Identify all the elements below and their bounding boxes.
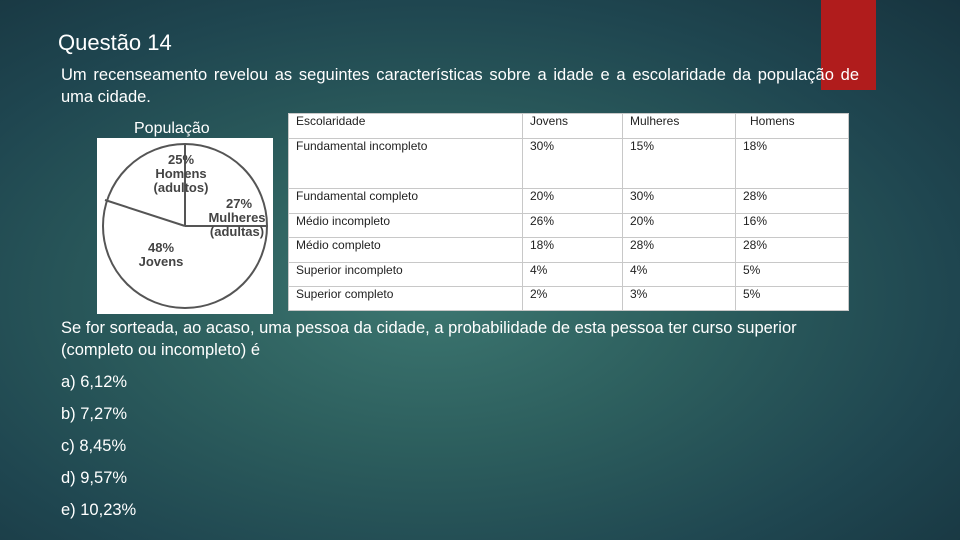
intro-text: Um recenseamento revelou as seguintes características sobre a idade e a escolaridade da população de uma cidade. xyxy=(61,66,859,106)
pie-chart-svg xyxy=(97,138,273,314)
cell-homens: 16% xyxy=(736,214,849,238)
answer-options xyxy=(61,372,136,532)
table-row xyxy=(289,263,849,287)
row-label: Médio incompleto xyxy=(289,214,523,238)
cell-homens: 5% xyxy=(736,263,849,287)
slice-homens-label: Homens xyxy=(155,166,207,181)
table-header-row xyxy=(289,114,849,139)
table-row xyxy=(289,238,849,263)
slice-jovens-percent: 48% xyxy=(147,240,175,255)
slice-jovens-label: Jovens xyxy=(138,254,184,269)
slice-mulheres-label: Mulheres xyxy=(208,210,266,225)
cell-mulheres: 28% xyxy=(623,238,736,263)
cell-mulheres: 20% xyxy=(623,214,736,238)
row-label: Médio completo xyxy=(289,238,523,263)
cell-jovens: 26% xyxy=(523,214,623,238)
row-label: Fundamental completo xyxy=(289,189,523,214)
option-d[interactable]: d) 9,57% xyxy=(61,469,128,487)
cell-homens: 5% xyxy=(736,287,849,311)
cell-jovens: 4% xyxy=(523,263,623,287)
education-table xyxy=(288,113,849,311)
cell-mulheres: 4% xyxy=(623,263,736,287)
cell-jovens: 2% xyxy=(523,287,623,311)
cell-jovens: 30% xyxy=(523,139,623,189)
slice-homens-percent: 25% xyxy=(167,152,195,167)
table-row xyxy=(289,214,849,238)
table-row xyxy=(289,139,849,189)
cell-mulheres: 15% xyxy=(623,139,736,189)
row-label: Fundamental incompleto xyxy=(289,139,523,189)
question-text: Se for sorteada, ao acaso, uma pessoa da cidade, a probabilidade de esta pessoa ter curso superior (completo ou incompleto) é xyxy=(61,319,797,359)
row-label: Superior incompleto xyxy=(289,263,523,287)
slice-homens-sublabel: (adultos) xyxy=(153,180,209,195)
table-row xyxy=(289,287,849,311)
cell-homens: 28% xyxy=(736,189,849,214)
pie-chart xyxy=(97,138,273,314)
slice-mulheres-sublabel: (adultas) xyxy=(209,224,265,239)
option-b[interactable]: b) 7,27% xyxy=(61,405,128,423)
cell-jovens: 18% xyxy=(523,238,623,263)
option-c[interactable]: c) 8,45% xyxy=(61,437,127,455)
row-label: Superior completo xyxy=(289,287,523,311)
slice-mulheres-percent: 27% xyxy=(225,196,253,211)
option-e[interactable]: e) 10,23% xyxy=(61,501,137,519)
slide-title: Questão 14 xyxy=(58,30,172,55)
header-mulheres: Mulheres xyxy=(623,114,736,139)
header-escolaridade: Escolaridade xyxy=(289,114,523,139)
header-homens: Homens xyxy=(736,114,849,139)
cell-mulheres: 30% xyxy=(623,189,736,214)
table-row xyxy=(289,189,849,214)
pie-chart-label: População xyxy=(134,120,210,137)
cell-jovens: 20% xyxy=(523,189,623,214)
cell-homens: 18% xyxy=(736,139,849,189)
cell-homens: 28% xyxy=(736,238,849,263)
cell-mulheres: 3% xyxy=(623,287,736,311)
header-jovens: Jovens xyxy=(523,114,623,139)
option-a[interactable]: a) 6,12% xyxy=(61,373,128,391)
